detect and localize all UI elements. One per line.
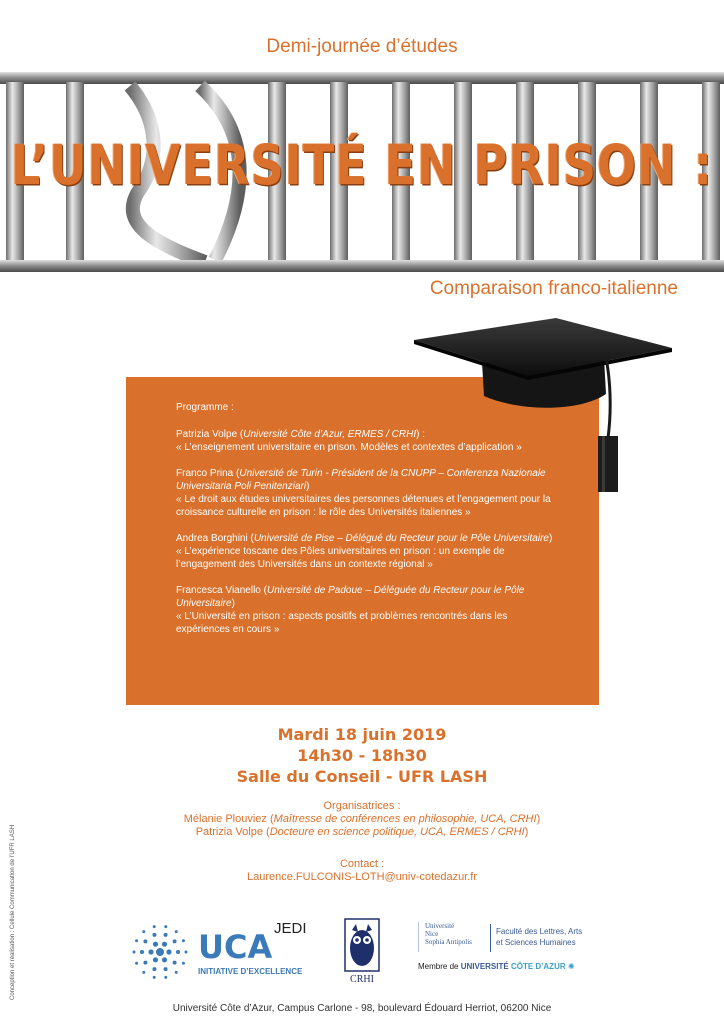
logo-dot	[175, 930, 178, 933]
event-date: Mardi 18 juin 2019	[277, 725, 447, 744]
faculty-line: et Sciences Humaines	[496, 938, 576, 947]
organiser-name: Patrizia Volpe	[195, 826, 263, 838]
subtitle: Comparaison franco-italienne	[429, 278, 678, 299]
logo-dot	[164, 976, 167, 979]
talk-title: « L’Université en prison : aspects positifs et problèmes rencontrés dans les expériences en cours »	[176, 611, 508, 635]
logo-dot	[143, 961, 147, 965]
event-place: Salle du Conseil - UFR LASH	[236, 767, 488, 786]
unice-line: Sophia Antipolis	[425, 938, 472, 946]
programme-label: Programme :	[176, 402, 234, 413]
logo-dot	[133, 951, 136, 954]
logo-dot	[142, 971, 145, 974]
logo-dot	[153, 942, 158, 947]
logo-dot	[162, 942, 167, 947]
logo-dot	[135, 939, 138, 942]
member-prefix: Membre de	[418, 962, 459, 971]
jedi-wordmark: JEDI	[274, 920, 307, 937]
logo-dot	[152, 933, 156, 937]
organisers-block	[0, 800, 724, 839]
contact-label: Contact :	[339, 858, 385, 870]
crhi-wordmark: CRHI	[350, 974, 374, 985]
uca-tagline: INITIATIVE D’EXCELLENCE	[198, 967, 303, 976]
event-time: 14h30 - 18h30	[297, 746, 427, 765]
logo-dot	[185, 951, 188, 954]
logo-dot	[173, 939, 177, 943]
logo-dot	[152, 967, 156, 971]
talk-title: « L’expérience toscane des Pôles universitaires en prison : un exemple de l’engagement des Universités dans un contexte régional »	[176, 546, 505, 570]
organiser-role: Docteure en science politique, UCA, ERMES / CRHI	[269, 826, 525, 838]
speaker-affiliation: Université de Pise – Délégué du Recteur pour le Pôle Universitaire	[253, 533, 549, 544]
design-credit: Conception et réalisation : Cellule Communication de l’UFR LASH	[10, 824, 16, 1000]
logo-dot	[156, 948, 164, 956]
logo-dot	[173, 961, 177, 965]
sun-icon: ✺	[567, 962, 575, 971]
logo-dot	[153, 925, 156, 928]
unice-line: Nice	[425, 930, 439, 938]
logo-dot	[175, 971, 178, 974]
organiser-line: Patrizia Volpe (Docteure en science politique, UCA, ERMES / CRHI)	[195, 826, 529, 838]
contact-block	[0, 858, 724, 884]
organiser-name: Mélanie Plouviez	[183, 813, 267, 825]
logo-dot	[148, 949, 153, 954]
uca-jedi-logo	[132, 920, 312, 982]
speaker-name: Patrizia Volpe	[176, 429, 238, 440]
organisers-label: Organisatrices :	[323, 800, 401, 812]
talk-item: Franco Prina (Université de Turin - Président de la CNUPP – Conferenza Nazionale Universitaria Poli Penitenziari) « Le droit aux études universitaires des personnes détenues et l’engagement pour la croissance culturelle en prison : le rôle des Universités italiennes »	[176, 468, 551, 518]
logo-dot	[142, 930, 145, 933]
logo-dot	[182, 962, 185, 965]
talk-item: Andrea Borghini (Université de Pise – Délégué du Recteur pour le Pôle Universitaire) « L’expérience toscane des Pôles universitaires en prison : un exemple de l’engagement des Universités dans un contexte régional »	[176, 533, 553, 570]
member-line	[418, 962, 575, 971]
faculty-line: Faculté des Lettres, Arts	[496, 927, 583, 936]
owl-icon	[344, 918, 380, 972]
talk-title: « L’enseignement universitaire en prison. Modèles et contextes d’application »	[176, 442, 522, 453]
organiser-line: Mélanie Plouviez (Maîtresse de conférences en philosophie, UCA, CRHI)	[183, 813, 541, 825]
faculty-logo	[418, 920, 608, 980]
logo-dot	[135, 962, 138, 965]
logo-dot	[164, 925, 167, 928]
crhi-logo	[340, 918, 384, 988]
talk-item: Francesca Vianello (Université de Padoue – Déléguée du Recteur pour le Pôle Universitaire) « L’Université en prison : aspects positifs et problèmes rencontrés dans les expériences en cours »	[176, 585, 525, 635]
member-cote-azur: CÔTE D’AZUR	[510, 962, 566, 971]
speaker-name: Franco Prina	[176, 468, 234, 479]
logo-dot	[153, 957, 158, 962]
main-title: L’UNIVERSITÉ EN PRISON :	[10, 132, 713, 198]
logo-dot	[176, 950, 180, 954]
uca-dots-icon	[132, 924, 188, 980]
logo-dot	[166, 949, 171, 954]
unice-line: Université	[425, 922, 455, 930]
faculty-name	[496, 926, 582, 948]
speaker-affiliation: Université de Padoue – Déléguée du Recteur pour le Pôle Universitaire	[176, 585, 525, 609]
talk-title: « Le droit aux études universitaires des personnes détenues et l’engagement pour la croissance culturelle en prison : le rôle des Universités italiennes »	[176, 494, 551, 518]
logo-dot	[164, 933, 168, 937]
logo-dot	[162, 957, 167, 962]
member-university: UNIVERSITÉ	[460, 962, 509, 971]
unice-mark	[418, 922, 487, 952]
contact-email[interactable]: Laurence.FULCONIS-LOTH@univ-cotedazur.fr	[246, 871, 478, 883]
logo-dot	[143, 939, 147, 943]
talk-item: Patrizia Volpe (Université Côte d’Azur, ERMES / CRHI) : « L’enseignement universitaire en prison. Modèles et contextes d’application »	[176, 429, 522, 453]
event-kicker: Demi-journée d’études	[266, 36, 458, 57]
event-details	[0, 724, 724, 787]
speaker-affiliation: Université Côte d’Azur, ERMES / CRHI	[243, 429, 417, 440]
logo-dot	[164, 967, 168, 971]
uca-wordmark: UCA	[198, 928, 273, 966]
speaker-name: Francesca Vianello	[176, 585, 261, 596]
graduation-cap-icon	[410, 318, 674, 494]
logo-divider	[490, 924, 491, 952]
speaker-affiliation: Université de Turin - Président de la CNUPP – Conferenza Nazionale Universitaria Poli Penitenziari	[176, 468, 546, 492]
logo-dot	[140, 950, 144, 954]
logo-dot	[153, 976, 156, 979]
organiser-role: Maîtresse de conférences en philosophie, UCA, CRHI	[273, 813, 537, 825]
logo-dot	[182, 939, 185, 942]
speaker-name: Andrea Borghini	[176, 533, 248, 544]
footer-address: Université Côte d’Azur, Campus Carlone - 98, boulevard Édouard Herriot, 06200 Nice	[172, 1003, 552, 1014]
